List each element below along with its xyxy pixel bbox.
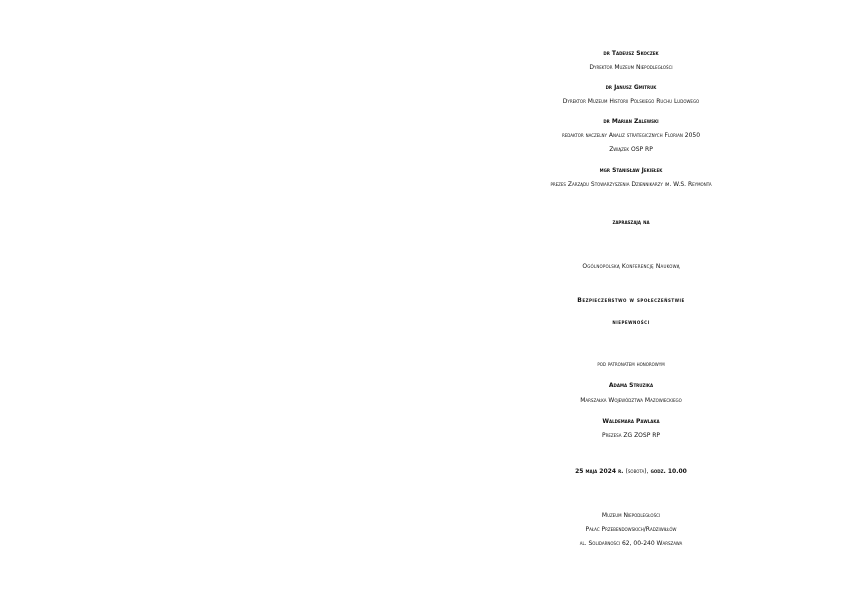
organizer-2-role: Dyrektor Muzeum Historii Polskiego Ruchu Ludowego	[562, 98, 700, 105]
organizer-4-role: prezes Zarządu Stowarzyszenia Dziennikarzy im. W.S. Reymonta	[550, 181, 712, 188]
conference-type: Ogólnopolską Konferencję Naukową	[582, 263, 680, 270]
event-weekday: (sobota),	[625, 468, 649, 475]
invitation-text-column	[430, 0, 832, 595]
organizer-3-role-2: Związek OSP RP	[609, 146, 653, 153]
invite-text: zapraszają na	[612, 219, 650, 226]
organizer-1-role: Dyrektor Muzeum Niepodległości	[589, 64, 673, 71]
patron-2-role: Prezesa ZG ZOSP RP	[601, 432, 661, 439]
event-date	[430, 468, 832, 475]
venue-line-3: al. Solidarności 62, 00-240 Warszawa	[579, 540, 683, 547]
venue-line-2: Pałac Przebendowskich/Radziwiłłów	[585, 526, 677, 533]
organizer-3-name: dr Marian Zalewski	[603, 118, 659, 125]
conference-title-line-2: niepewności	[612, 319, 650, 326]
conference-title-line-1: Bezpieczeństwo w społeczeństwie	[577, 297, 685, 304]
patron-1-name: Adama Struzika	[608, 382, 654, 389]
organizer-3-role-1: redaktor naczelny Analiz strategicznych Florian 2050	[561, 132, 701, 139]
event-time: godz. 10.00	[650, 468, 687, 475]
organizer-2-name: dr Janusz Gmitruk	[605, 84, 657, 91]
patron-1-role: Marszałka Województwa Mazowieckiego	[580, 397, 682, 404]
organizer-4-name: mgr Stanisław Jekiełek	[599, 167, 663, 174]
organizer-1-name: dr Tadeusz Skoczek	[603, 50, 659, 57]
patronage-label: pod patronatem honorowym	[597, 361, 665, 368]
patron-2-name: Waldemara Pawlaka	[602, 418, 660, 425]
venue-line-1: Muzeum Niepodległości	[601, 512, 661, 519]
event-day: 25 maja 2024 r.	[575, 468, 624, 475]
